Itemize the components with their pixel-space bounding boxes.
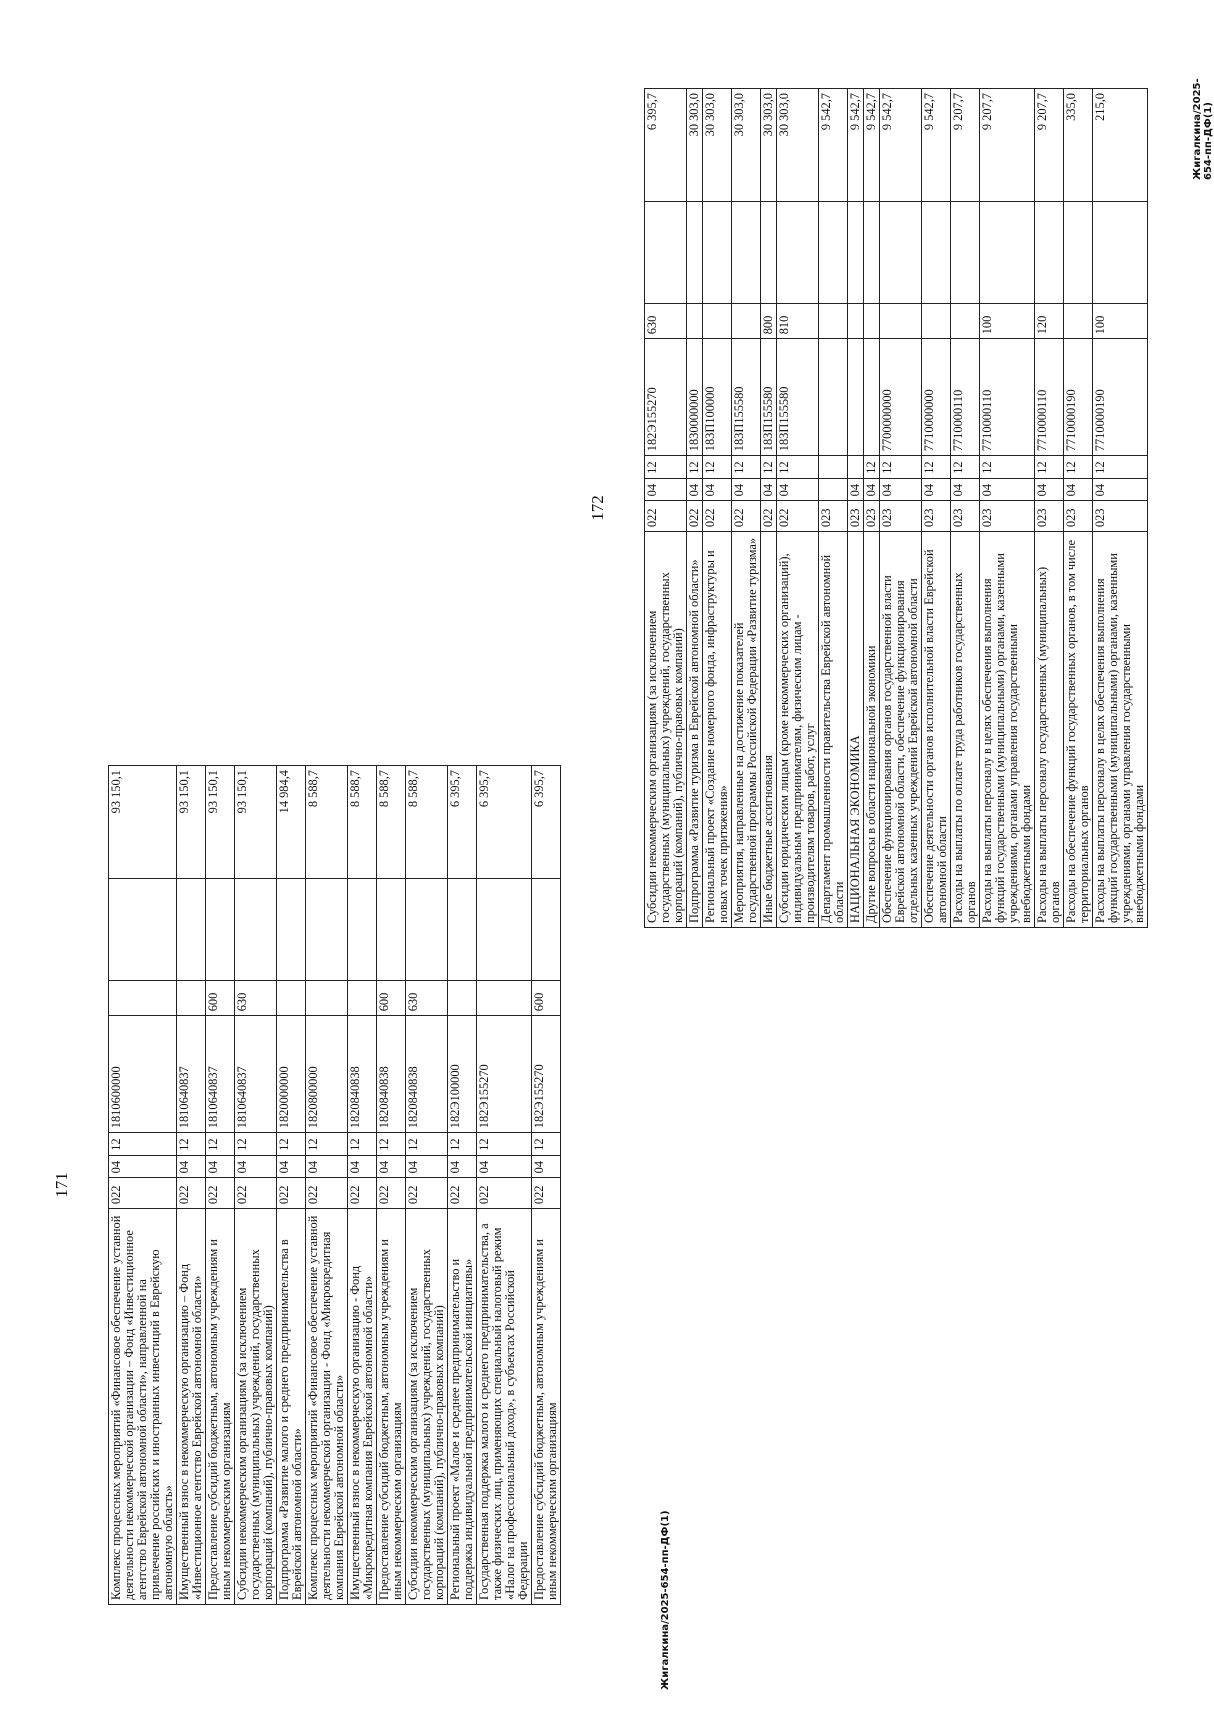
row-expense-type xyxy=(1064,304,1093,339)
row-name: Региональный проект «Малое и среднее предпринимательство и поддержка индивидуальной предпринимательской инициативы» xyxy=(448,1209,477,1605)
row-amount-1 xyxy=(703,201,732,304)
row-target-article: 7710000110 xyxy=(951,339,980,456)
row-section: 04 xyxy=(703,478,732,501)
row-name: Подпрограмма «Развитие малого и среднего предпринимательства в Еврейской автономной области» xyxy=(277,1209,306,1605)
row-subsection: 12 xyxy=(922,456,951,479)
row-target-article: 1810640837 xyxy=(206,1016,235,1133)
row-section: 04 xyxy=(848,478,864,501)
row-section: 04 xyxy=(109,1155,177,1178)
row-section: 04 xyxy=(377,1155,406,1178)
row-amount-2: 215,0 xyxy=(1093,89,1148,202)
table-row xyxy=(819,89,848,928)
table-row xyxy=(477,766,532,1605)
row-amount-1 xyxy=(406,878,448,981)
row-target-article: 182Э100000 xyxy=(448,1016,477,1133)
row-subsection: 12 xyxy=(477,1133,532,1156)
row-admin-code: 022 xyxy=(406,1178,448,1209)
row-amount-2: 6 395,7 xyxy=(645,89,687,202)
row-expense-type: 100 xyxy=(1093,304,1148,339)
row-subsection: 12 xyxy=(951,456,980,479)
row-expense-type xyxy=(177,981,206,1016)
row-expense-type xyxy=(848,304,864,339)
row-name: НАЦИОНАЛЬНАЯ ЭКОНОМИКА xyxy=(848,532,864,928)
row-subsection: 12 xyxy=(448,1133,477,1156)
row-amount-1 xyxy=(951,201,980,304)
row-name: Имущественный взнос в некоммерческую организацию – Фонд «Инвестиционное агентство Еврейской автономной области» xyxy=(177,1209,206,1605)
row-section: 04 xyxy=(306,1155,348,1178)
row-target-article xyxy=(819,339,848,456)
row-amount-2: 9 542,7 xyxy=(880,89,922,202)
row-name: Государственная поддержка малого и среднего предпринимательства, а также физических лиц, применяющих специальный налоговый режим «Налог на профессиональный доход», в субъектах Российской Федерации xyxy=(477,1209,532,1605)
row-target-article: 182Э155270 xyxy=(645,339,687,456)
row-expense-type: 630 xyxy=(406,981,448,1016)
row-amount-2: 8 588,7 xyxy=(348,766,377,879)
row-admin-code: 022 xyxy=(532,1178,561,1209)
row-section: 04 xyxy=(951,478,980,501)
row-amount-2: 6 395,7 xyxy=(532,766,561,879)
row-section: 04 xyxy=(277,1155,306,1178)
row-amount-2: 30 303,0 xyxy=(703,89,732,202)
row-name: Субсидии юридическим лицам (кроме некоммерческих организаций), индивидуальным предпринимателям, физическим лицам - производителям товаров, работ, услуг xyxy=(777,532,819,928)
table-row xyxy=(306,766,348,1605)
row-expense-type: 120 xyxy=(1035,304,1064,339)
row-expense-type: 600 xyxy=(532,981,561,1016)
row-expense-type xyxy=(864,304,880,339)
table-row xyxy=(277,766,306,1605)
row-admin-code: 022 xyxy=(177,1178,206,1209)
row-amount-1 xyxy=(980,201,1035,304)
row-name: Субсидии некоммерческим организациям (за исключением государственных (муниципальных) учреждений, государственных корпораций (компаний), публично-правовых компаний) xyxy=(406,1209,448,1605)
row-amount-2: 93 150,1 xyxy=(109,766,177,879)
row-expense-type xyxy=(277,981,306,1016)
row-subsection: 12 xyxy=(1064,456,1093,479)
row-expense-type xyxy=(922,304,951,339)
table-row xyxy=(777,89,819,928)
row-expense-type xyxy=(306,981,348,1016)
row-name: Комплекс процессных мероприятий «Финансовое обеспечение уставной деятельности некоммерческой организации – Фонд «Инвестиционное агентство Еврейской автономной области», направленной на привлечение российских и иностранных инвестиций в Еврейскую автономную область» xyxy=(109,1209,177,1605)
row-target-article: 7710000110 xyxy=(980,339,1035,456)
row-admin-code: 022 xyxy=(448,1178,477,1209)
table-row xyxy=(703,89,732,928)
row-amount-1 xyxy=(732,201,761,304)
row-target-article: 7710000110 xyxy=(1035,339,1064,456)
footer-text: Жигалкина/2025-654-пп-ДФ(1) xyxy=(1192,78,1214,180)
table-row xyxy=(377,766,406,1605)
row-amount-2: 30 303,0 xyxy=(777,89,819,202)
row-section: 04 xyxy=(532,1155,561,1178)
table-row xyxy=(687,89,703,928)
table-row xyxy=(448,766,477,1605)
row-target-article: 182Э155270 xyxy=(477,1016,532,1133)
row-admin-code: 022 xyxy=(206,1178,235,1209)
row-target-article: 1810640837 xyxy=(177,1016,206,1133)
row-section xyxy=(819,478,848,501)
row-name: Иные бюджетные ассигнования xyxy=(761,532,777,928)
row-name: Обеспечение деятельности органов исполнительной власти Еврейской автономной области xyxy=(922,532,951,928)
page-number: 172 xyxy=(588,495,607,521)
row-target-article: 183П100000 xyxy=(703,339,732,456)
row-admin-code: 022 xyxy=(687,501,703,532)
row-section: 04 xyxy=(980,478,1035,501)
row-section: 04 xyxy=(1064,478,1093,501)
row-name: Расходы на выплаты по оплате труда работников государственных органов xyxy=(951,532,980,928)
row-admin-code: 023 xyxy=(1064,501,1093,532)
table-row xyxy=(848,89,864,928)
table-row xyxy=(1035,89,1064,928)
row-amount-1 xyxy=(761,201,777,304)
row-amount-2: 9 542,7 xyxy=(922,89,951,202)
row-name: Подпрограмма «Развитие туризма в Еврейской автономной области» xyxy=(687,532,703,928)
row-target-article: 183П155580 xyxy=(732,339,761,456)
table-row xyxy=(109,766,177,1605)
row-amount-1 xyxy=(1035,201,1064,304)
row-subsection: 12 xyxy=(206,1133,235,1156)
row-subsection: 12 xyxy=(777,456,819,479)
row-section: 04 xyxy=(864,478,880,501)
row-admin-code: 022 xyxy=(477,1178,532,1209)
row-expense-type: 630 xyxy=(235,981,277,1016)
row-section: 04 xyxy=(732,478,761,501)
row-section: 04 xyxy=(448,1155,477,1178)
page-number: 171 xyxy=(52,1172,71,1198)
row-target-article: 1820840838 xyxy=(377,1016,406,1133)
row-admin-code: 022 xyxy=(645,501,687,532)
row-name: Имущественный взнос в некоммерческую организацию - Фонд «Микрокредитная компания Еврейской автономной области» xyxy=(348,1209,377,1605)
row-admin-code: 023 xyxy=(819,501,848,532)
row-section: 04 xyxy=(177,1155,206,1178)
row-amount-1 xyxy=(532,878,561,981)
row-amount-1 xyxy=(1064,201,1093,304)
row-section: 04 xyxy=(645,478,687,501)
row-subsection: 12 xyxy=(761,456,777,479)
row-amount-1 xyxy=(277,878,306,981)
row-target-article: 7700000000 xyxy=(880,339,922,456)
row-amount-2: 9 207,7 xyxy=(1035,89,1064,202)
row-subsection: 12 xyxy=(1035,456,1064,479)
row-subsection: 12 xyxy=(406,1133,448,1156)
row-amount-2: 30 303,0 xyxy=(687,89,703,202)
row-section: 04 xyxy=(922,478,951,501)
row-amount-2: 8 588,7 xyxy=(406,766,448,879)
row-expense-type xyxy=(687,304,703,339)
row-section: 04 xyxy=(206,1155,235,1178)
row-target-article: 7710000190 xyxy=(1064,339,1093,456)
table-row xyxy=(348,766,377,1605)
row-expense-type xyxy=(732,304,761,339)
table-row xyxy=(532,766,561,1605)
row-section: 04 xyxy=(687,478,703,501)
table-row xyxy=(406,766,448,1605)
row-amount-2: 14 984,4 xyxy=(277,766,306,879)
footer-172 xyxy=(1192,78,1214,180)
row-amount-2: 6 395,7 xyxy=(448,766,477,879)
row-target-article: 1810640837 xyxy=(235,1016,277,1133)
row-amount-2: 93 150,1 xyxy=(235,766,277,879)
table-row xyxy=(880,89,922,928)
row-name: Расходы на обеспечение функций государственных органов, в том числе территориальных органов xyxy=(1064,532,1093,928)
row-name: Региональный проект «Создание номерного фонда, инфраструктуры и новых точек притяжения» xyxy=(703,532,732,928)
row-admin-code: 023 xyxy=(848,501,864,532)
row-expense-type: 600 xyxy=(206,981,235,1016)
row-amount-2: 30 303,0 xyxy=(761,89,777,202)
row-amount-1 xyxy=(377,878,406,981)
row-amount-2: 335,0 xyxy=(1064,89,1093,202)
row-expense-type xyxy=(951,304,980,339)
row-amount-2: 8 588,7 xyxy=(377,766,406,879)
row-amount-1 xyxy=(348,878,377,981)
row-subsection xyxy=(819,456,848,479)
row-target-article: 1820000000 xyxy=(277,1016,306,1133)
row-expense-type xyxy=(109,981,177,1016)
row-amount-2: 9 542,7 xyxy=(864,89,880,202)
row-name: Комплекс процессных мероприятий «Финансовое обеспечение уставной деятельности некоммерческой организации - Фонд «Микрокредитная компания Еврейской автономной области» xyxy=(306,1209,348,1605)
row-amount-1 xyxy=(819,201,848,304)
table-row xyxy=(951,89,980,928)
row-subsection: 12 xyxy=(880,456,922,479)
row-target-article: 182Э155270 xyxy=(532,1016,561,1133)
row-target-article: 1810600000 xyxy=(109,1016,177,1133)
table-row xyxy=(645,89,687,928)
row-subsection: 12 xyxy=(177,1133,206,1156)
row-amount-2: 9 542,7 xyxy=(819,89,848,202)
row-amount-1 xyxy=(235,878,277,981)
row-target-article: 1820840838 xyxy=(406,1016,448,1133)
row-subsection: 12 xyxy=(687,456,703,479)
row-target-article: 1820840838 xyxy=(348,1016,377,1133)
row-subsection: 12 xyxy=(348,1133,377,1156)
table-row xyxy=(732,89,761,928)
footer-text: Жигалкина/2025-654-пп-ДФ(1) xyxy=(660,1510,671,1690)
row-admin-code: 022 xyxy=(703,501,732,532)
row-amount-1 xyxy=(206,878,235,981)
row-name: Другие вопросы в области национальной экономики xyxy=(864,532,880,928)
table-row xyxy=(177,766,206,1605)
row-amount-2: 9 207,7 xyxy=(951,89,980,202)
row-name: Департамент промышленности правительства Еврейской автономной области xyxy=(819,532,848,928)
row-admin-code: 023 xyxy=(880,501,922,532)
row-amount-1 xyxy=(848,201,864,304)
row-expense-type xyxy=(477,981,532,1016)
row-admin-code: 023 xyxy=(864,501,880,532)
row-amount-1 xyxy=(864,201,880,304)
row-admin-code: 022 xyxy=(348,1178,377,1209)
row-admin-code: 022 xyxy=(761,501,777,532)
row-target-article: 7710000190 xyxy=(1093,339,1148,456)
row-amount-1 xyxy=(880,201,922,304)
row-section: 04 xyxy=(880,478,922,501)
row-amount-1 xyxy=(645,201,687,304)
row-target-article xyxy=(848,339,864,456)
row-section: 04 xyxy=(777,478,819,501)
row-amount-2: 6 395,7 xyxy=(477,766,532,879)
row-expense-type xyxy=(448,981,477,1016)
row-expense-type: 600 xyxy=(377,981,406,1016)
budget-table-172 xyxy=(644,88,1148,928)
row-admin-code: 023 xyxy=(951,501,980,532)
row-expense-type xyxy=(348,981,377,1016)
row-name: Расходы на выплаты персоналу в целях обеспечения выполнения функций государственными (муниципальными) органами, казенными учреждениями, органами управления государственными внебюджетными фондами xyxy=(980,532,1035,928)
row-subsection: 12 xyxy=(732,456,761,479)
row-admin-code: 023 xyxy=(1035,501,1064,532)
row-amount-1 xyxy=(448,878,477,981)
row-name: Предоставление субсидий бюджетным, автономным учреждениям и иным некоммерческим организациям xyxy=(206,1209,235,1605)
row-target-article: 1830000000 xyxy=(687,339,703,456)
row-expense-type: 100 xyxy=(980,304,1035,339)
row-amount-2: 30 303,0 xyxy=(732,89,761,202)
row-admin-code: 022 xyxy=(235,1178,277,1209)
row-subsection: 12 xyxy=(864,456,880,479)
row-expense-type xyxy=(703,304,732,339)
row-amount-1 xyxy=(1093,201,1148,304)
table-row xyxy=(922,89,951,928)
row-amount-2: 8 588,7 xyxy=(306,766,348,879)
row-subsection: 12 xyxy=(277,1133,306,1156)
row-subsection: 12 xyxy=(532,1133,561,1156)
row-target-article xyxy=(864,339,880,456)
table-row xyxy=(206,766,235,1605)
row-subsection: 12 xyxy=(109,1133,177,1156)
row-admin-code: 022 xyxy=(277,1178,306,1209)
row-amount-1 xyxy=(687,201,703,304)
row-subsection: 12 xyxy=(645,456,687,479)
budget-table-171 xyxy=(108,765,561,1605)
row-section: 04 xyxy=(1093,478,1148,501)
row-amount-1 xyxy=(109,878,177,981)
row-admin-code: 022 xyxy=(377,1178,406,1209)
row-expense-type xyxy=(880,304,922,339)
row-admin-code: 023 xyxy=(1093,501,1148,532)
row-admin-code: 022 xyxy=(732,501,761,532)
row-amount-1 xyxy=(777,201,819,304)
row-subsection: 12 xyxy=(1093,456,1148,479)
row-subsection: 12 xyxy=(703,456,732,479)
row-expense-type: 800 xyxy=(761,304,777,339)
row-amount-1 xyxy=(306,878,348,981)
row-section: 04 xyxy=(477,1155,532,1178)
row-subsection: 12 xyxy=(306,1133,348,1156)
row-name: Субсидии некоммерческим организациям (за исключением государственных (муниципальных) учреждений, государственных корпораций (компаний), публично-правовых компаний) xyxy=(645,532,687,928)
row-admin-code: 023 xyxy=(922,501,951,532)
row-name: Расходы на выплаты персоналу в целях обеспечения выполнения функций государственными (муниципальными) органами, казенными учреждениями, органами управления государственными внебюджетными фондами xyxy=(1093,532,1148,928)
row-subsection: 12 xyxy=(980,456,1035,479)
row-expense-type xyxy=(819,304,848,339)
row-name: Предоставление субсидий бюджетным, автономным учреждениям и иным некоммерческим организациям xyxy=(377,1209,406,1605)
row-name: Расходы на выплаты персоналу государственных (муниципальных) органов xyxy=(1035,532,1064,928)
row-name: Субсидии некоммерческим организациям (за исключением государственных (муниципальных) учреждений, государственных корпораций (компаний), публично-правовых компаний) xyxy=(235,1209,277,1605)
row-section: 04 xyxy=(235,1155,277,1178)
footer-171 xyxy=(660,1510,671,1690)
row-section: 04 xyxy=(348,1155,377,1178)
row-amount-2: 93 150,1 xyxy=(177,766,206,879)
row-admin-code: 022 xyxy=(777,501,819,532)
table-row xyxy=(1064,89,1093,928)
row-name: Мероприятия, направленные на достижение показателей государственной программы Российской Федерации «Развитие туризма» xyxy=(732,532,761,928)
row-amount-1 xyxy=(177,878,206,981)
row-subsection: 12 xyxy=(235,1133,277,1156)
row-subsection xyxy=(848,456,864,479)
row-section: 04 xyxy=(406,1155,448,1178)
row-target-article: 1820800000 xyxy=(306,1016,348,1133)
page-172-panel xyxy=(588,88,1148,928)
table-row xyxy=(1093,89,1148,928)
table-row xyxy=(864,89,880,928)
row-subsection: 12 xyxy=(377,1133,406,1156)
row-section: 04 xyxy=(761,478,777,501)
row-amount-1 xyxy=(477,878,532,981)
row-expense-type: 810 xyxy=(777,304,819,339)
row-section: 04 xyxy=(1035,478,1064,501)
row-amount-2: 93 150,1 xyxy=(206,766,235,879)
row-admin-code: 022 xyxy=(306,1178,348,1209)
table-row xyxy=(761,89,777,928)
table-row xyxy=(980,89,1035,928)
row-amount-1 xyxy=(922,201,951,304)
row-amount-2: 9 542,7 xyxy=(848,89,864,202)
row-target-article: 183П155580 xyxy=(761,339,777,456)
row-name: Предоставление субсидий бюджетным, автономным учреждениям и иным некоммерческим организациям xyxy=(532,1209,561,1605)
row-amount-2: 9 207,7 xyxy=(980,89,1035,202)
row-name: Обеспечение функционирования органов государственной власти Еврейской автономной области, обеспечение функционирования отдельных казенных учреждений Еврейской автономной области xyxy=(880,532,922,928)
table-row xyxy=(235,766,277,1605)
page-171-panel xyxy=(52,765,561,1605)
row-admin-code: 023 xyxy=(980,501,1035,532)
row-expense-type: 630 xyxy=(645,304,687,339)
row-target-article: 183П155580 xyxy=(777,339,819,456)
row-target-article: 7710000000 xyxy=(922,339,951,456)
row-admin-code: 022 xyxy=(109,1178,177,1209)
